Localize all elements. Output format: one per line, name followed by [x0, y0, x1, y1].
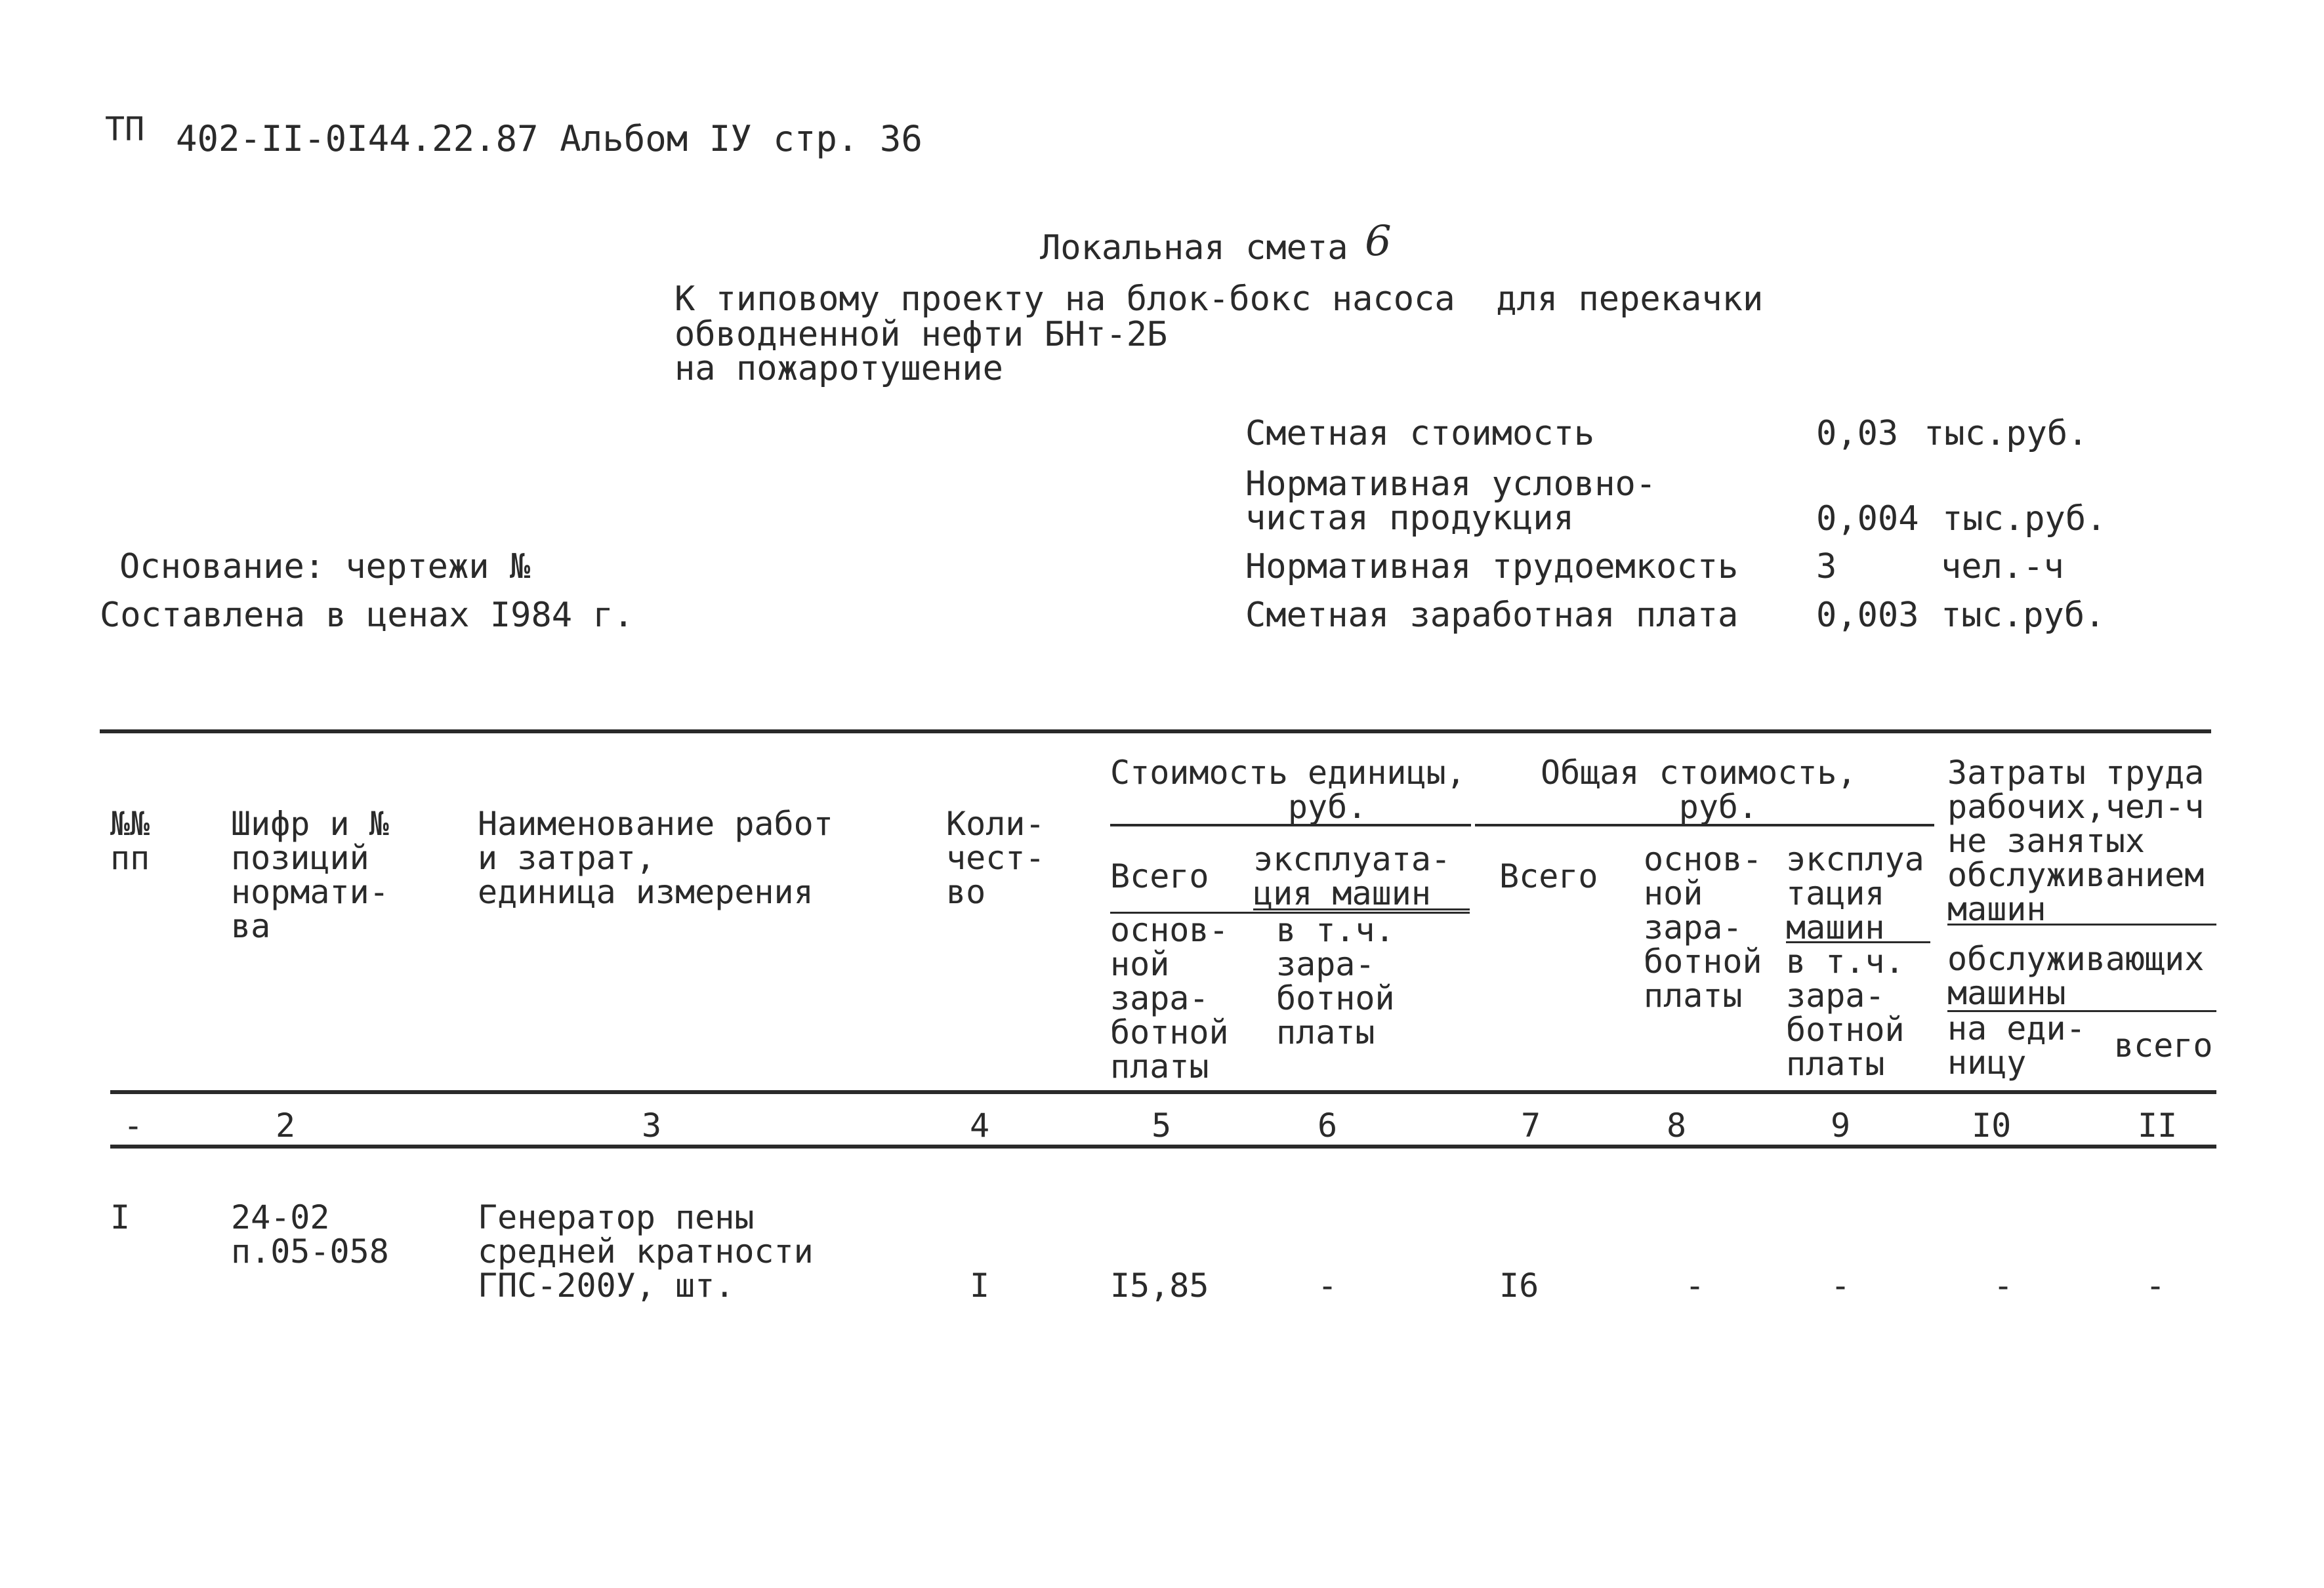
- col-header-labor-group: Затраты труда рабочих,чел-ч не занятых обслуживанием машин: [1947, 754, 2205, 928]
- col-header-unit-total: Всего: [1110, 857, 1209, 895]
- col-header-unit-wages: основ- ной зара- ботной платы: [1110, 911, 1229, 1086]
- tp-label: ТП: [105, 110, 145, 148]
- col-header-unit-machine-wages: в т.ч. зара- ботной платы: [1276, 911, 1395, 1051]
- col-header-total-cost-group: Общая стоимость, руб.: [1541, 754, 1857, 826]
- col-number-6: 6: [1318, 1107, 1338, 1145]
- summary-value-wages: 0,003: [1816, 596, 1919, 635]
- col-number-8: 8: [1667, 1107, 1687, 1145]
- col-number-1: -: [123, 1107, 144, 1145]
- basis-drawings: Основание: чертежи №: [119, 547, 531, 586]
- row-code: 24-02 п.05-058: [231, 1198, 389, 1271]
- col-header-total-all: Всего: [1499, 857, 1598, 895]
- header-bottom-rule: [110, 1090, 2216, 1094]
- col-header-labor-total: всего: [2114, 1027, 2213, 1065]
- row-unit-machines: -: [1318, 1267, 1338, 1305]
- col-number-10: I0: [1972, 1107, 2012, 1145]
- col-number-11: II: [2138, 1107, 2178, 1145]
- col-number-4: 4: [970, 1107, 990, 1145]
- subject-line-1: К типовому проекту на блок-бокс насоса для перекачки: [674, 279, 1764, 319]
- col-header-qty: Коли- чест- во: [946, 805, 1045, 911]
- summary-unit-labor: чел.-ч: [1941, 547, 2064, 586]
- col-header-total-wages: основ- ной зара- ботной платы: [1644, 840, 1762, 1015]
- subject-line-3: на пожаротушение: [674, 349, 1003, 388]
- summary-value-cost: 0,03: [1816, 414, 1899, 453]
- estimate-number: 6: [1365, 217, 1392, 266]
- row-total-machines: -: [1831, 1267, 1851, 1305]
- basis-prices: Составлена в ценах I984 г.: [100, 596, 634, 635]
- col-header-labor-service: обслуживающих машины: [1947, 940, 2205, 1012]
- col-number-3: 3: [642, 1107, 662, 1145]
- summary-label-wages: Сметная заработная плата: [1245, 596, 1739, 635]
- estimate-title: Локальная смета: [1040, 228, 1348, 268]
- summary-unit-wages: тыс.руб.: [1941, 596, 2106, 635]
- summary-label-cost: Сметная стоимость: [1245, 414, 1595, 453]
- row-labor-per-unit: -: [1993, 1267, 2014, 1305]
- col-number-5: 5: [1152, 1107, 1172, 1145]
- row-unit-total: I5,85: [1110, 1267, 1209, 1305]
- subject-line-2: обводненной нефти БНт-2Б: [674, 315, 1168, 354]
- summary-value-labor: 3: [1816, 547, 1837, 586]
- row-name: Генератор пены средней кратности ГПС-200У, шт.: [478, 1198, 814, 1305]
- row-total-wages: -: [1685, 1267, 1705, 1305]
- table-top-rule: [100, 729, 2211, 733]
- document-reference: 402-II-0I44.22.87 Альбом IУ стр. 36: [176, 118, 923, 159]
- summary-value-net-product: 0,004: [1816, 499, 1919, 539]
- summary-unit-net-product: тыс.руб.: [1942, 499, 2107, 539]
- row-num: I: [110, 1198, 131, 1236]
- summary-unit-cost: тыс.руб.: [1924, 414, 2088, 453]
- col-header-labor-per-unit: на еди- ницу: [1947, 1009, 2086, 1082]
- col-header-total-machine-wages: в т.ч. зара- ботной платы: [1786, 943, 1905, 1083]
- summary-label-net-product: Нормативная условно- чистая продукция: [1245, 464, 1657, 538]
- col-header-total-machines: эксплуа тация машин: [1786, 840, 1924, 947]
- col-number-2: 2: [276, 1107, 296, 1145]
- row-qty: I: [970, 1267, 990, 1305]
- summary-label-labor: Нормативная трудоемкость: [1245, 547, 1739, 586]
- col-number-7: 7: [1521, 1107, 1541, 1145]
- col-header-num: №№ пп: [110, 805, 150, 877]
- col-header-unit-cost-group: Стоимость единицы, руб.: [1110, 754, 1466, 826]
- row-labor-total: -: [2146, 1267, 2166, 1305]
- col-header-unit-machines: эксплуата- ция машин: [1253, 840, 1451, 912]
- col-number-9: 9: [1831, 1107, 1851, 1145]
- column-numbers-rule: [110, 1145, 2216, 1149]
- row-total-all: I6: [1499, 1267, 1539, 1305]
- col-header-code: Шифр и № позиций нормати- ва: [231, 805, 389, 945]
- col-header-name: Наименование работ и затрат, единица измерения: [478, 805, 833, 911]
